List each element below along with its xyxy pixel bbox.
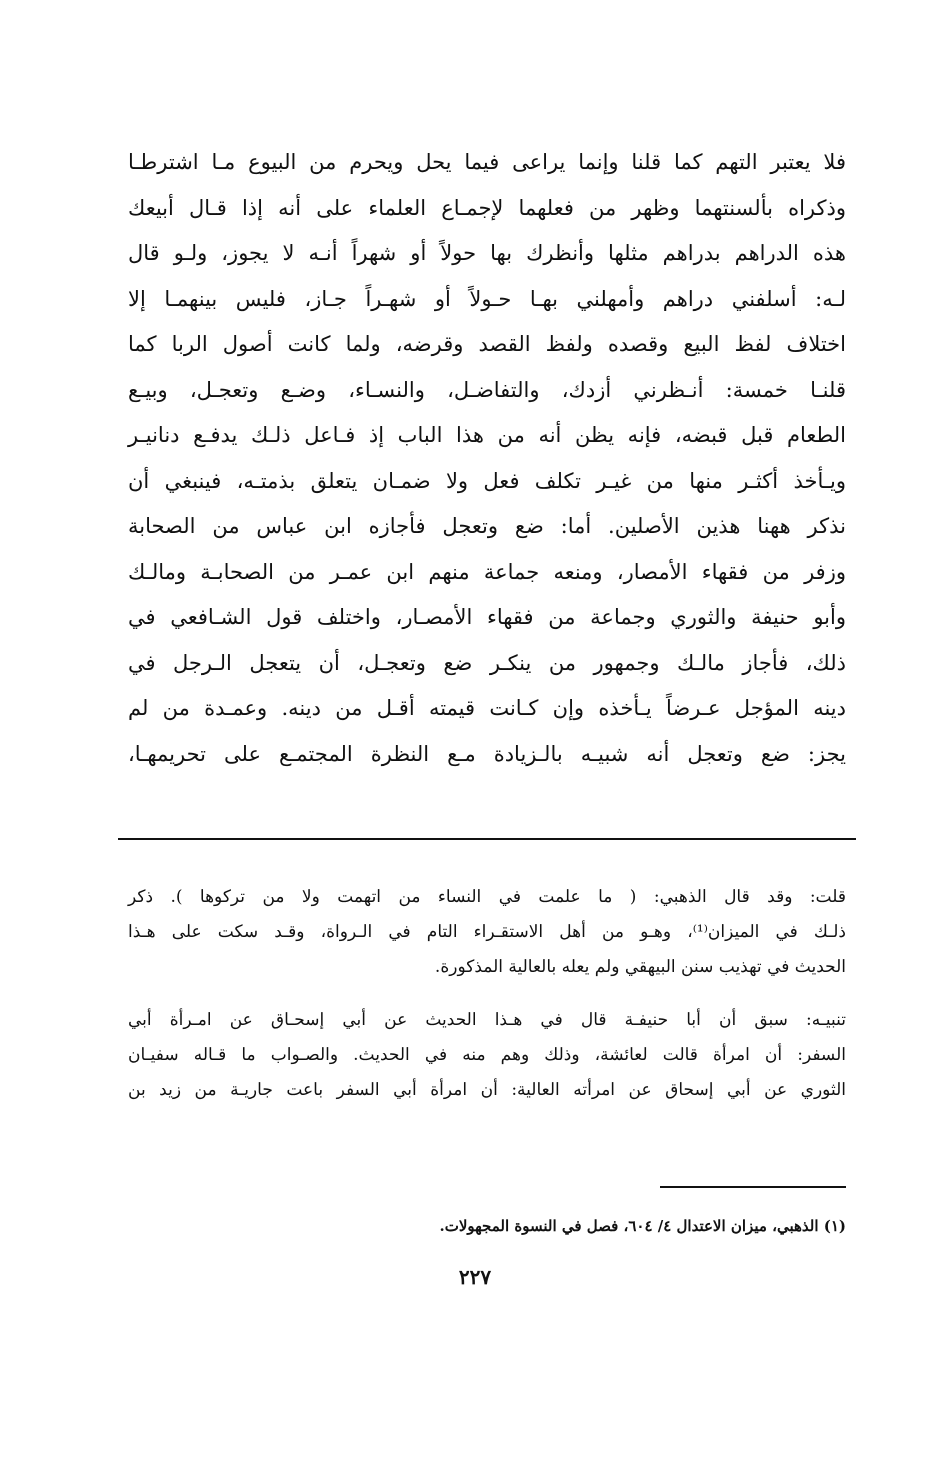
- body-line: يجز: ضع وتعجل أنه شبيـه بالـزيادة مـع النظرة المجتمـع على تحريمهـا،: [128, 741, 846, 766]
- body-line: لـه: أسلفني دراهم وأمهلني بهـا حـولاً أو شهـراً جـاز، فليس بينهمـا إلا: [128, 286, 846, 311]
- note-line: السفر: أن امرأة قالت لعائشة، وذلك وهم منه في الحديث. والصـواب ما قـاله سفيـان: [128, 1045, 846, 1065]
- body-line: ذلك، فأجاز مالـك وجمهور من ينكـر ضع وتعجـل، أن يتعجل الـرجل في: [128, 650, 846, 675]
- body-line: اختلاف لفظ البيع وقصده ولفظ القصد وقرضه، ولما كانت أصول الربا كما: [128, 332, 846, 356]
- footnote-divider: [660, 1186, 846, 1188]
- section-divider: [118, 838, 856, 840]
- body-line: ويـأخذ أكثـر منها من غيـر تكلف فعل ولا ضمـان يتعلق بذمتـه، فينبغي أن: [128, 468, 846, 493]
- body-line: وزفر من فقهاء الأمصار، ومنعه جماعة منهم ابن عمـر من الصحابـة ومالـك: [128, 559, 846, 584]
- body-line: وأبو حنيفة والثوري وجماعة من فقهاء الأمصـار، واختلف قول الشـافعي في: [128, 605, 846, 629]
- body-line: نذكر ههنا هذين الأصلين. أما: ضع وتعجل فأجازه ابن عباس من الصحابة: [128, 514, 846, 538]
- note-tanbih: [128, 1003, 846, 1108]
- body-line: فلا يعتبر التهم كما قلنا وإنما يراعى فيما يحل ويحرم من البيوع مـا اشترطـا: [128, 150, 846, 174]
- footnote: (١) الذهبي، ميزان الاعتدال ٤/ ٦٠٤، فصل في النسوة المجهولات.: [439, 1217, 846, 1235]
- note-line: ذلـك في الميزان⁽¹⁾، وهـو من أهل الاستقـراء التام في الـرواة، وقـد سكت على هـذا: [128, 922, 846, 942]
- note-qult: [128, 880, 846, 985]
- note-line: قلت: وقد قال الذهبي: ( ما علمت في النساء من اتهمت ولا من تركوها ). ذكر: [128, 887, 846, 907]
- note-line: الثوري عن أبي إسحاق عن امرأته العالية: أن امرأة أبي السفر باعت جاريـة من زيد بن: [128, 1080, 846, 1100]
- body-line: هذه الدراهم بدراهم مثلها وأنظرك بها حولاً أو شهراً أنـه لا يجوز، ولـو قال: [128, 241, 846, 265]
- commentary-notes: [128, 880, 846, 1108]
- body-line: دينه المؤجل عـرضاً يـأخذه وإن كـانت قيمته أقـل من دينه. وعمـدة من لم: [128, 696, 846, 720]
- body-line: وذكراه بألسنتهما وظهر من فعلهما لإجمـاع العلماء على أنه إذا قـال أبيعك: [128, 195, 846, 220]
- body-line: الطعام قبل قبضه، فإنه يظن أنه من هذا الباب إذ فـاعل ذلـك يدفـع دنانيـر: [128, 423, 846, 447]
- page-number: ٢٢٧: [458, 1265, 492, 1289]
- note-line: تنبيـه: سبق أن أبا حنيفـة قال في هـذا الحديث عن أبي إسحـاق عن امـرأة أبي: [128, 1010, 846, 1030]
- main-body-text: [128, 140, 846, 777]
- body-line: قلنـا خمسة: أنـظرني أزدك، والتفاضـل، والنسـاء، وضـع وتعجـل، وبيـع: [128, 377, 846, 402]
- note-line: الحديث في تهذيب سنن البيهقي ولم يعله بالعالية المذكورة.: [434, 957, 846, 977]
